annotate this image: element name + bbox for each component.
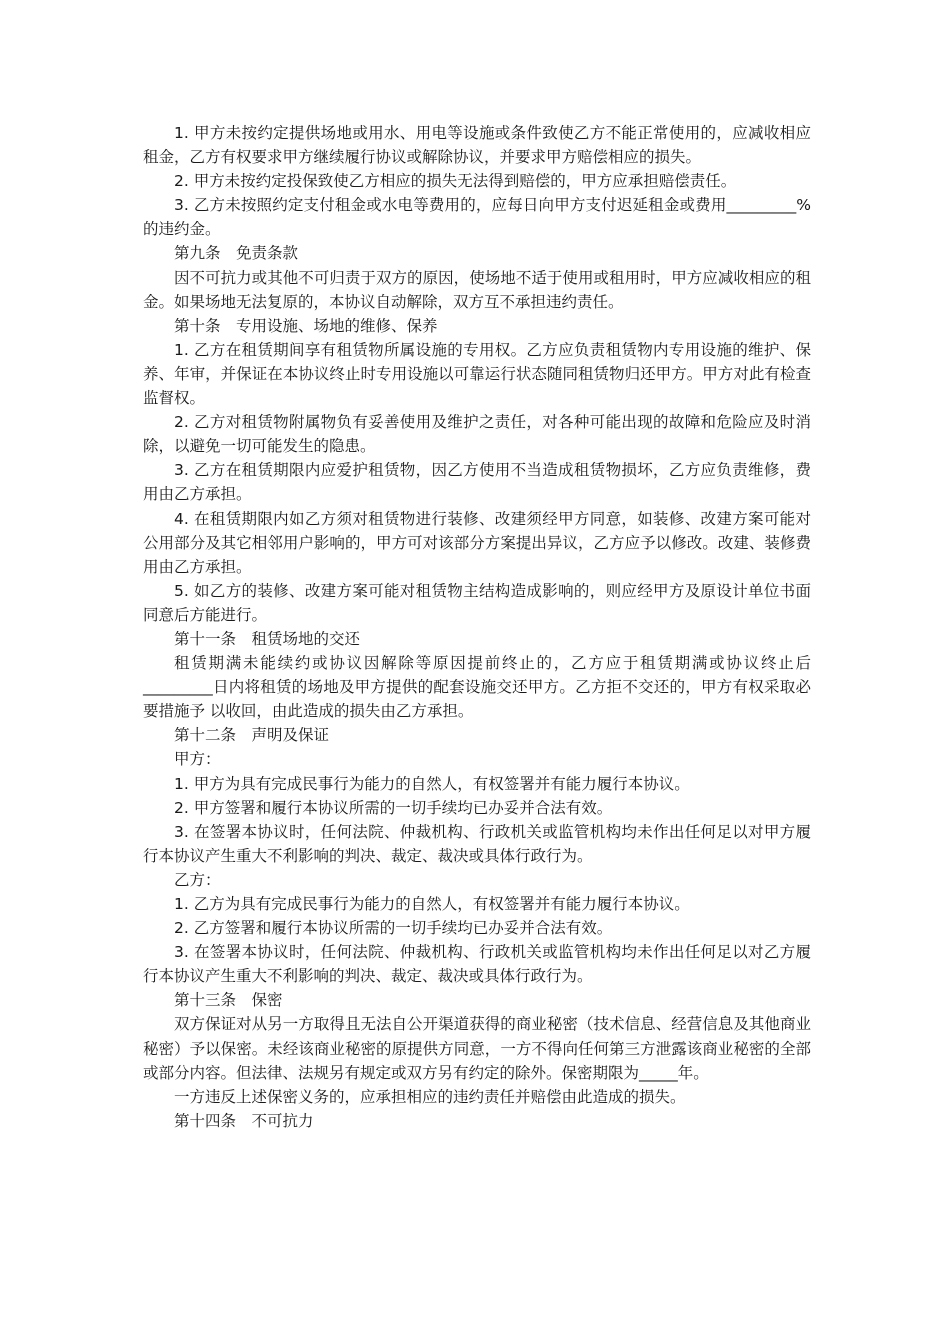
document-body: [143, 121, 811, 1133]
clause-9-text: 因不可抗力或其他不可归责于双方的原因，使场地不适于使用或租用时，甲方应减收相应的租金。如果场地无法复原的，本协议自动解除，双方互不承担违约责任。: [143, 268, 811, 311]
clause-11-heading: 第十一条 租赁场地的交还: [174, 629, 361, 648]
clause-12-heading: 第十二条 声明及保证: [174, 726, 330, 745]
clause-10-item-2: 2. 乙方对租赁物附属物负有妥善使用及维护之责任，对各种可能出现的故障和危险应及时消除，以避免一切可能发生的隐患。: [143, 413, 811, 456]
clause-13-breach: 一方违反上述保密义务的，应承担相应的违约责任并赔偿由此造成的损失。: [174, 1087, 686, 1106]
clause-13-heading: 第十三条 保密: [174, 991, 283, 1010]
clause-10-item-5: 5. 如乙方的装修、改建方案可能对租赁物主结构造成影响的，则应经甲方及原设计单位书面同意后方能进行。: [143, 581, 811, 624]
clause-11-text: 租赁期满未能续约或协议因解除等原因提前终止的，乙方应于租赁期满或协议终止后_________日内将租赁的场地及甲方提供的配套设施交还甲方。乙方拒不交还的，甲方有权采取必要措施予 以收回，由此造成的损失由乙方承担。: [143, 654, 811, 721]
party-a-label: 甲方：: [174, 750, 221, 769]
party-b-item-2: 2. 乙方签署和履行本协议所需的一切手续均已办妥并合法有效。: [174, 919, 613, 938]
clause-10-heading: 第十条 专用设施、场地的维修、保养: [174, 316, 438, 335]
party-a-item-1: 1. 甲方为具有完成民事行为能力的自然人，有权签署并有能力履行本协议。: [174, 774, 690, 793]
party-b-item-3: 3. 在签署本协议时，任何法院、仲裁机构、行政机关或监管机构均未作出任何足以对乙方履行本协议产生重大不利影响的判决、裁定、裁决或具体行政行为。: [143, 943, 811, 986]
party-a-item-3: 3. 在签署本协议时，任何法院、仲裁机构、行政机关或监管机构均未作出任何足以对甲方履行本协议产生重大不利影响的判决、裁定、裁决或具体行政行为。: [143, 822, 811, 865]
clause-8-item-3: 3. 乙方未按照约定支付租金或水电等费用的，应每日向甲方支付迟延租金或费用_________%的违约金。: [143, 196, 811, 239]
party-b-label: 乙方：: [174, 870, 221, 889]
clause-10-item-3: 3. 乙方在租赁期限内应爱护租赁物，因乙方使用不当造成租赁物损坏，乙方应负责维修，费用由乙方承担。: [143, 461, 811, 504]
clause-10-item-1: 1. 乙方在租赁期间享有租赁物所属设施的专用权。乙方应负责租赁物内专用设施的维护、保养、年审，并保证在本协议终止时专用设施以可靠运行状态随同租赁物归还甲方。甲方对此有检查监督权。: [143, 340, 811, 408]
party-a-item-2: 2. 甲方签署和履行本协议所需的一切手续均已办妥并合法有效。: [174, 798, 613, 817]
clause-10-item-4: 4. 在租赁期限内如乙方须对租赁物进行装修、改建须经甲方同意，如装修、改建方案可能对公用部分及其它相邻用户影响的，甲方可对该部分方案提出异议，乙方应予以修改。改建、装修费用由乙方承担。: [143, 509, 811, 576]
clause-8-item-1: 1. 甲方未按约定提供场地或用水、用电等设施或条件致使乙方不能正常使用的，应减收相应租金，乙方有权要求甲方继续履行协议或解除协议，并要求甲方赔偿相应的损失。: [143, 124, 811, 167]
clause-13-text: 双方保证对从另一方取得且无法自公开渠道获得的商业秘密（技术信息、经营信息及其他商业秘密）予以保密。未经该商业秘密的原提供方同意，一方不得向任何第三方泄露该商业秘密的全部或部分内容。但法律、法规另有规定或双方另有约定的除外。保密期限为_____年。: [143, 1015, 811, 1082]
clause-14-heading: 第十四条 不可抗力: [174, 1111, 314, 1130]
party-b-item-1: 1. 乙方为具有完成民事行为能力的自然人，有权签署并有能力履行本协议。: [174, 895, 690, 913]
clause-8-item-2: 2. 甲方未按约定投保致使乙方相应的损失无法得到赔偿的，甲方应承担赔偿责任。: [174, 172, 737, 191]
clause-9-heading: 第九条 免责条款: [174, 244, 299, 263]
